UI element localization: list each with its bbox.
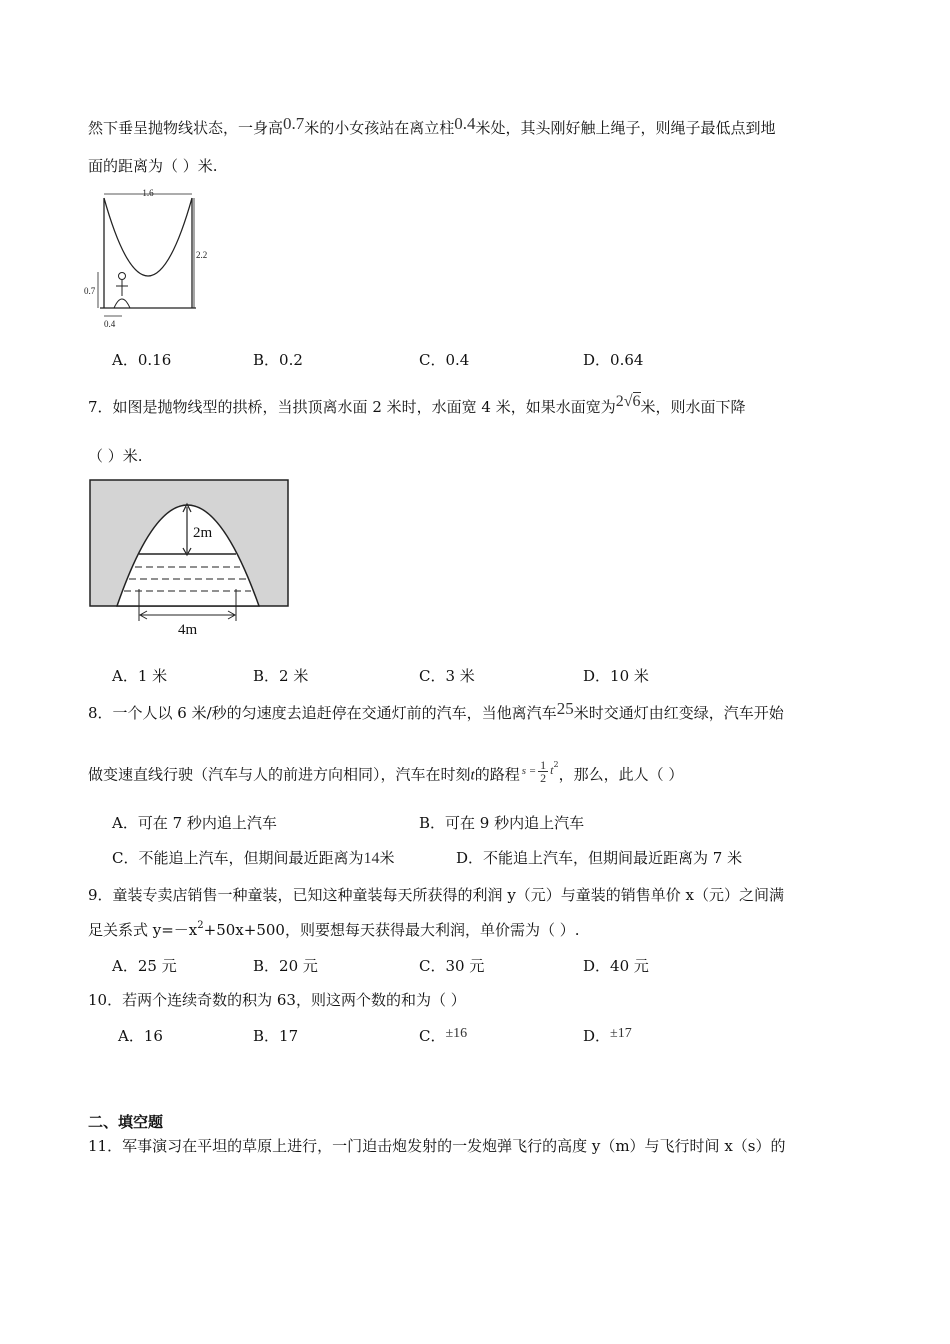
- q9-line2-b: +50x+500，则要想每天获得最大利润，单价需为（ ）.: [203, 921, 580, 939]
- section-title: 二、填空题: [88, 1113, 164, 1131]
- q8-frac-den: 2: [540, 771, 547, 785]
- q8-t-var: t: [470, 767, 475, 784]
- q6-text-c: 米处，其头刚好触上绳子，则绳子最低点到地: [475, 119, 776, 137]
- q8-line-1: [88, 699, 784, 723]
- q9-line2-a: 足关系式 y=－x: [88, 921, 198, 939]
- q10-option-d-label: D．: [583, 1027, 611, 1045]
- q8-text-a: 8．一个人以 6 米/秒的匀速度去追赶停在交通灯前的汽车，当他离汽车: [88, 704, 557, 722]
- q6-height-label: 2.2: [196, 250, 208, 260]
- q6-girl-dist-label: 0.4: [104, 319, 116, 329]
- q7-height-label: 2m: [193, 525, 213, 541]
- q6-option-a[interactable]: A．0.16: [112, 351, 172, 369]
- q8-distance: 25: [556, 699, 574, 718]
- q6-top-width-label: 1.6: [142, 188, 154, 198]
- q9-option-d[interactable]: D．40 元: [583, 957, 649, 975]
- q6-option-c[interactable]: C．0.4: [419, 351, 470, 369]
- q7-line-1: [88, 393, 746, 418]
- q7-width-value: [616, 393, 641, 410]
- q9-line-1: 9．童装专卖店销售一种童装，已知这种童装每天所获得的利润 y（元）与童装的销售单价 x（元）之间满: [88, 886, 785, 904]
- q7-width-radicand: 6: [632, 393, 641, 410]
- q8-option-c[interactable]: [112, 848, 395, 869]
- q6-rope-parabola: [104, 198, 192, 276]
- q10-option-a[interactable]: A．16: [118, 1027, 163, 1045]
- q7-text-b: 米，则水面下降: [640, 398, 746, 416]
- q7-option-d[interactable]: D．10 米: [583, 667, 649, 685]
- q8-option-c-unit: 米: [379, 849, 395, 867]
- q8-line-2: [88, 758, 684, 788]
- q7-figure: [89, 479, 291, 639]
- q9-option-a[interactable]: A．25 元: [112, 957, 177, 975]
- q8-option-c-value: 14: [363, 850, 380, 867]
- q6-option-b[interactable]: B．0.2: [253, 351, 303, 369]
- q8-option-c-text: C．不能追上汽车，但期间最近距离为: [112, 849, 364, 867]
- q8-frac-num: 1: [540, 758, 547, 772]
- q9-option-b[interactable]: B．20 元: [253, 957, 318, 975]
- q6-text-a: 然下垂呈抛物线状态，一身高: [88, 119, 284, 137]
- q8-line2-a: 做变速直线行驶（汽车与人的前进方向相同），汽车在时刻: [88, 765, 471, 784]
- q6-line-1: [88, 114, 776, 138]
- q10-option-c-value: ±16: [445, 1026, 468, 1041]
- q9-line-2: [88, 920, 580, 943]
- q8-text-b: 米时交通灯由红变绿，汽车开始: [573, 704, 784, 722]
- q7-option-b[interactable]: B．2 米: [253, 667, 309, 685]
- q7-line-2: （ ）米.: [88, 447, 143, 465]
- q8-option-d[interactable]: D．不能追上汽车，但期间最近距离为 7 米: [456, 849, 743, 867]
- q6-girl-height-label: 0.7: [84, 286, 96, 296]
- girl-figure: [114, 273, 130, 309]
- q6-val-dist: 0.4: [454, 114, 476, 133]
- q8-formula-var: t: [550, 762, 554, 777]
- q9-option-c[interactable]: C．30 元: [419, 957, 485, 975]
- q11-line-1: 11．军事演习在平坦的草原上进行，一门迫击炮发射的一发炮弹飞行的高度 y（m）与飞行时间 x（s）的: [88, 1137, 786, 1155]
- q9-exponent: 2: [197, 920, 204, 931]
- q8-line2-b: 的路程: [474, 765, 520, 784]
- q8-option-a[interactable]: A．可在 7 秒内追上汽车: [112, 814, 277, 832]
- q10-option-d[interactable]: [583, 1026, 632, 1048]
- q10-option-c-label: C．: [419, 1027, 446, 1045]
- q10-option-d-value: ±17: [610, 1026, 632, 1041]
- q8-option-b[interactable]: B．可在 9 秒内追上汽车: [419, 814, 585, 832]
- sqrt-sign-icon: √: [623, 393, 633, 410]
- q10-line-1: 10．若两个连续奇数的积为 63，则这两个数的和为（ ）: [88, 991, 466, 1009]
- q6-text-b: 米的小女孩站在离立柱: [304, 119, 455, 137]
- q10-option-b[interactable]: B．17: [253, 1027, 299, 1045]
- q8-line2-c: ，那么，此人（ ）: [558, 765, 684, 784]
- q10-option-c[interactable]: [419, 1026, 467, 1048]
- q6-option-d[interactable]: D．0.64: [583, 351, 644, 369]
- q8-formula-exp: 2: [553, 759, 559, 769]
- q7-text-a: 7．如图是抛物线型的拱桥，当拱顶离水面 2 米时，水面宽 4 米，如果水面宽为: [88, 398, 616, 416]
- q6-line-2: 面的距离为（ ）米.: [88, 157, 218, 175]
- q7-width-coef: 2: [615, 393, 624, 410]
- q7-width-label: 4m: [178, 622, 198, 638]
- q8-fraction: [538, 759, 548, 784]
- q7-option-c[interactable]: C．3 米: [419, 667, 475, 685]
- q8-formula-lhs: s =: [521, 764, 537, 777]
- q6-val-height: 0.7: [283, 114, 305, 133]
- q7-option-a[interactable]: A．1 米: [112, 667, 168, 685]
- q6-figure: [82, 186, 212, 331]
